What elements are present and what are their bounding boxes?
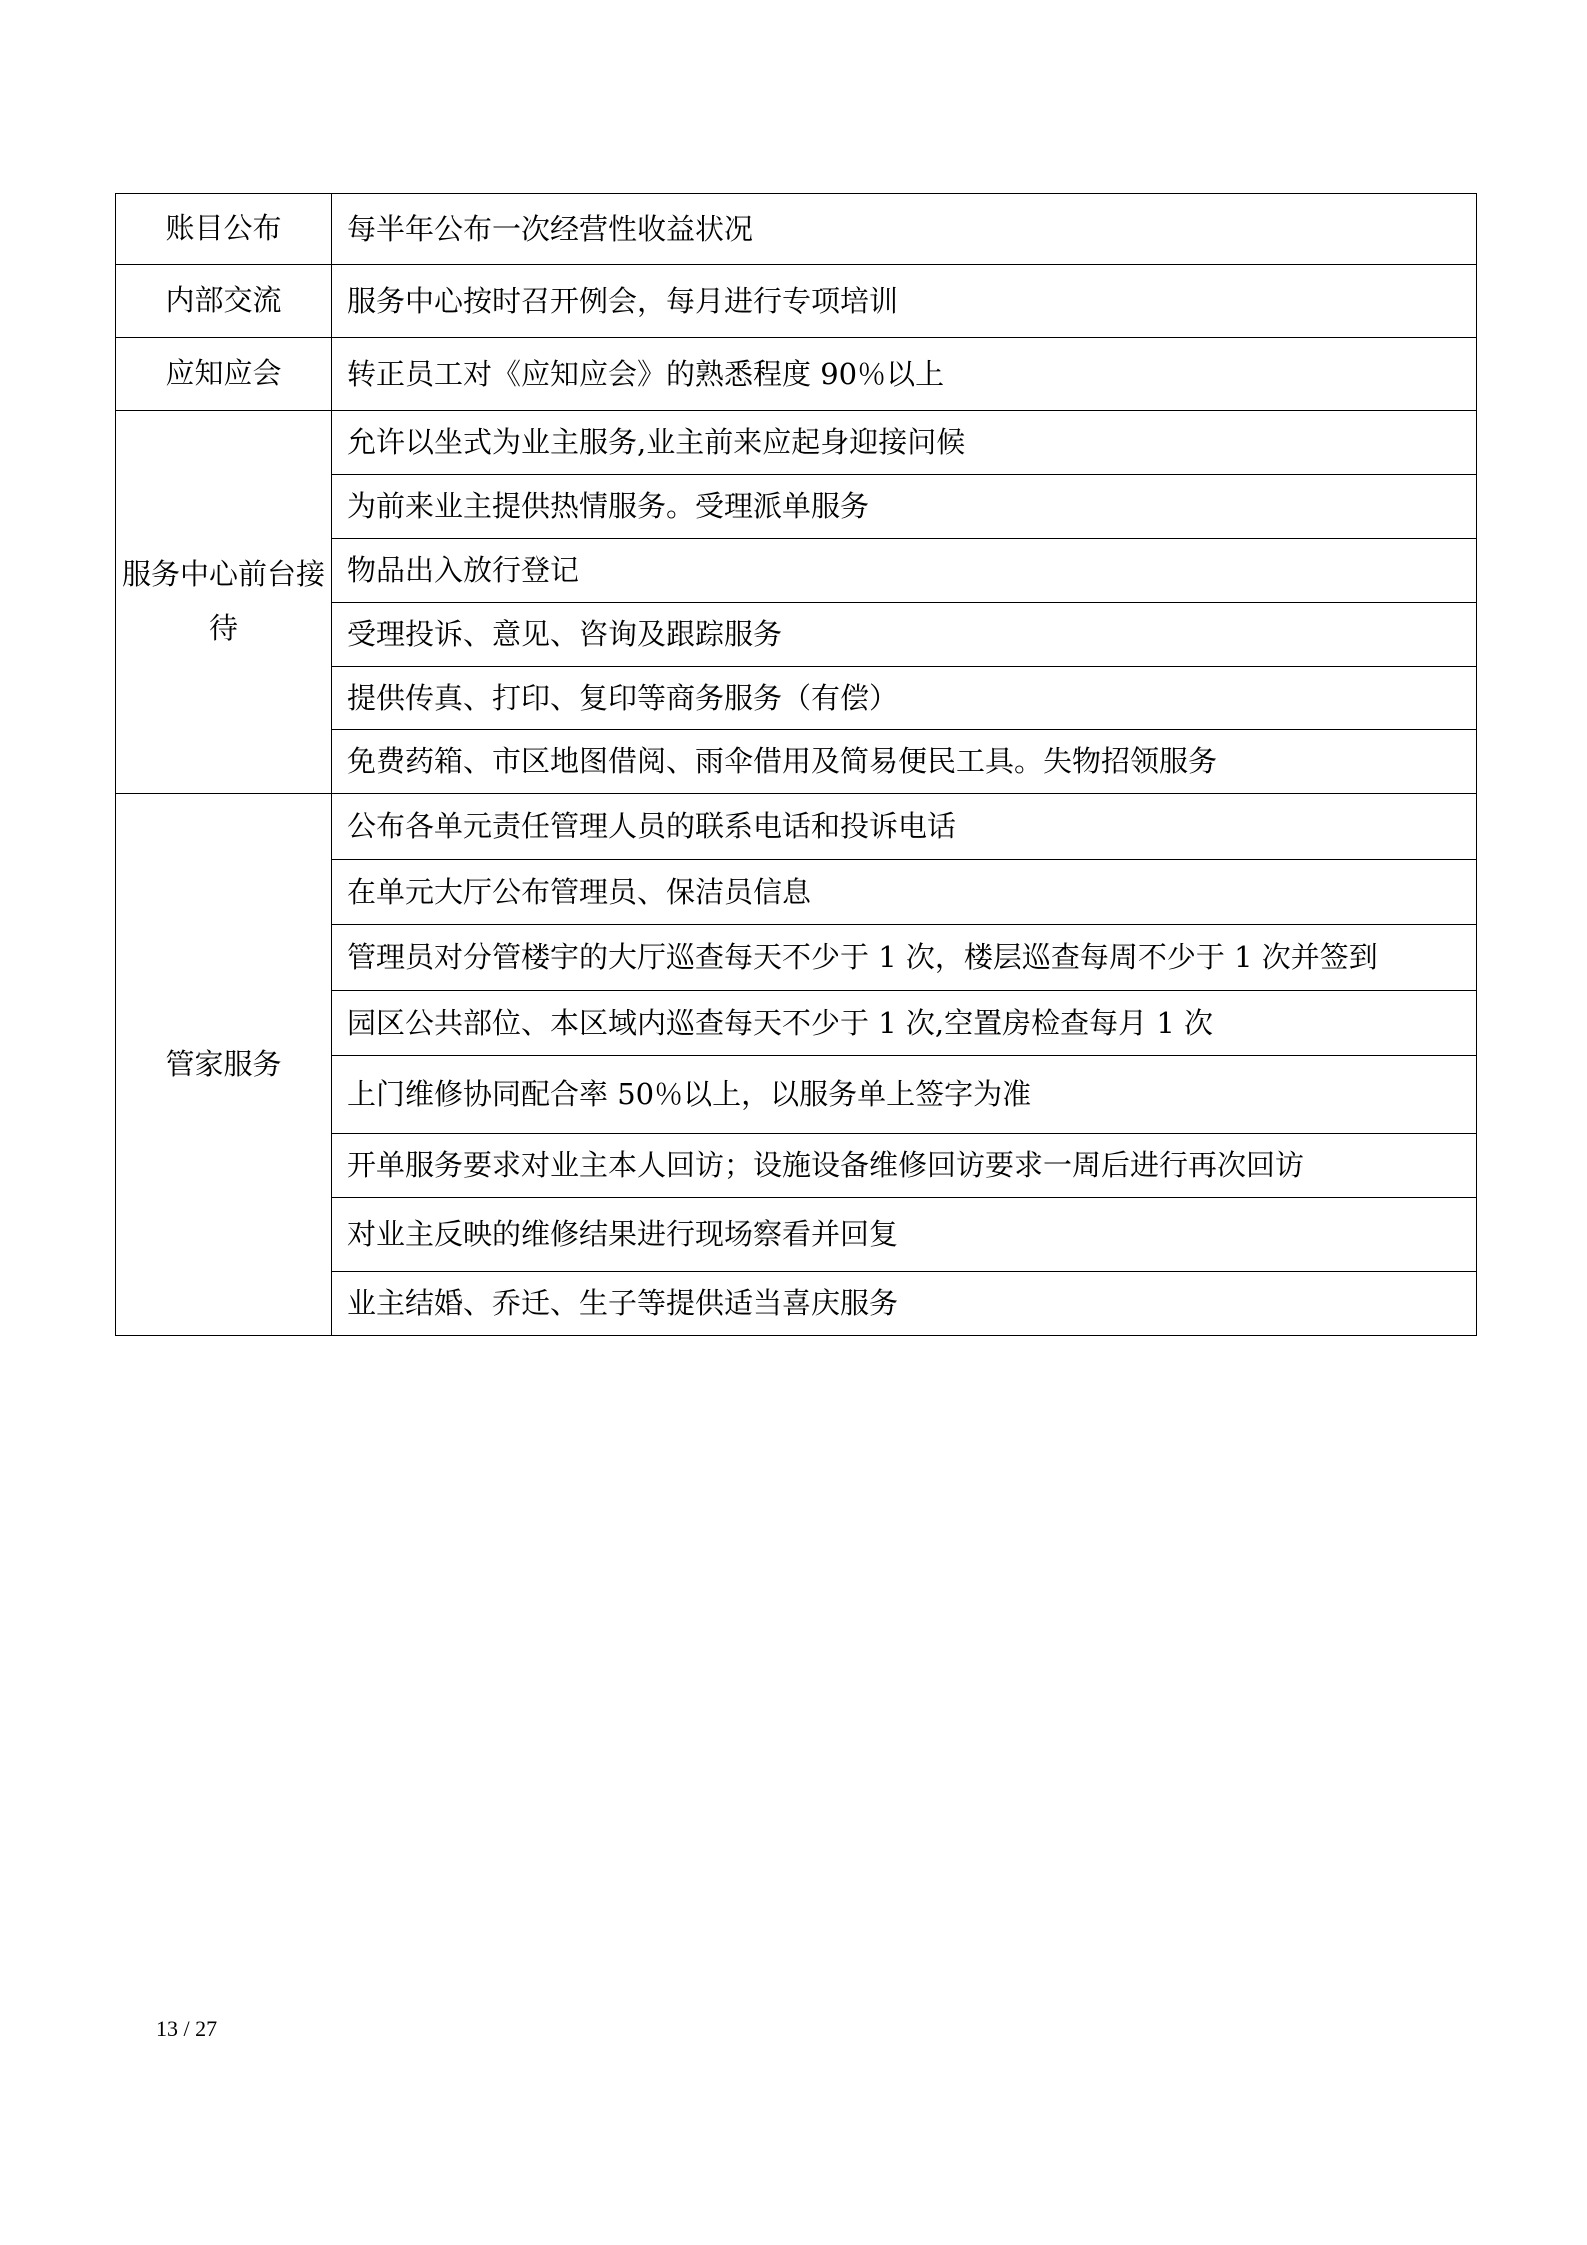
table-row [116, 194, 1477, 265]
item-description: 园区公共部位、本区域内巡查每天不少于 1 次,空置房检查每月 1 次 [332, 991, 1477, 1056]
item-description: 受理投诉、意见、咨询及跟踪服务 [332, 603, 1477, 667]
item-description: 业主结婚、乔迁、生子等提供适当喜庆服务 [332, 1272, 1477, 1336]
item-description: 服务中心按时召开例会，每月进行专项培训 [332, 265, 1477, 338]
page-number: 13 / 27 [156, 2016, 218, 2041]
category-label: 管家服务 [165, 1046, 282, 1081]
category-label: 应知应会 [165, 356, 282, 391]
item-description: 每半年公布一次经营性收益状况 [332, 194, 1477, 265]
table-row [116, 411, 1477, 475]
table-row [116, 265, 1477, 338]
category-cell [116, 411, 332, 794]
service-standards-table [115, 193, 1477, 1336]
category-label: 内部交流 [165, 283, 282, 318]
item-description: 为前来业主提供热情服务。受理派单服务 [332, 475, 1477, 539]
category-cell [116, 338, 332, 411]
item-description: 提供传真、打印、复印等商务服务（有偿） [332, 667, 1477, 730]
item-description: 上门维修协同配合率 50％以上，以服务单上签字为准 [332, 1056, 1477, 1134]
item-description: 允许以坐式为业主服务,业主前来应起身迎接问候 [332, 411, 1477, 475]
item-description: 对业主反映的维修结果进行现场察看并回复 [332, 1198, 1477, 1272]
item-description: 免费药箱、市区地图借阅、雨伞借用及简易便民工具。失物招领服务 [332, 730, 1477, 794]
item-description: 管理员对分管楼宇的大厅巡查每天不少于 1 次，楼层巡查每周不少于 1 次并签到 [332, 925, 1477, 991]
category-label: 账目公布 [165, 211, 282, 246]
table-body [116, 194, 1477, 1336]
item-description: 公布各单元责任管理人员的联系电话和投诉电话 [332, 794, 1477, 860]
item-description: 开单服务要求对业主本人回访；设施设备维修回访要求一周后进行再次回访 [332, 1134, 1477, 1198]
item-description: 物品出入放行登记 [332, 539, 1477, 603]
category-label: 服务中心前台接待 [121, 557, 325, 645]
item-description: 转正员工对《应知应会》的熟悉程度 90％以上 [332, 338, 1477, 411]
item-description: 在单元大厅公布管理员、保洁员信息 [332, 860, 1477, 925]
table-row [116, 338, 1477, 411]
category-cell [116, 194, 332, 265]
category-cell [116, 794, 332, 1336]
category-cell [116, 265, 332, 338]
table-row [116, 794, 1477, 860]
